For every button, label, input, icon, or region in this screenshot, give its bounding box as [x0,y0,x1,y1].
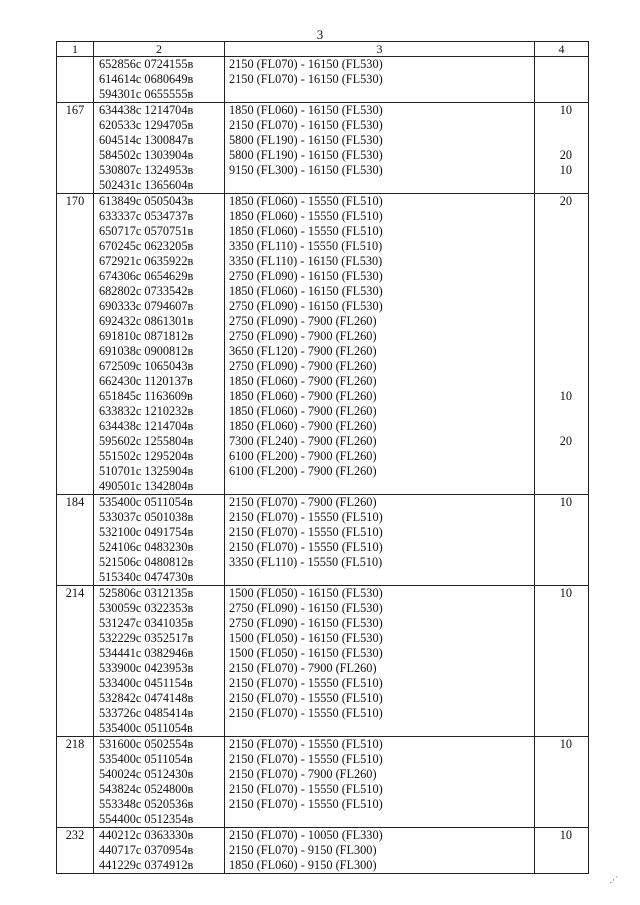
table-row [57,57,589,103]
value-line: 20 [559,434,572,448]
coordinate-line: 652856с 0724155в [99,57,194,71]
altitude-range-line: 2750 (FL090) - 7900 (FL260) [229,359,377,373]
altitude-range-line: 2150 (FL070) - 15550 (FL510) [229,525,383,539]
coordinate-line: 440212с 0363330в [99,828,194,842]
group-id-cell [57,103,94,194]
value-cell [535,737,589,828]
value-line [535,72,588,87]
altitude-range-line: 2150 (FL070) - 16150 (FL530) [229,57,383,71]
altitude-range-line: 2150 (FL070) - 16150 (FL530) [229,118,383,132]
altitude-range-line: 2150 (FL070) - 15550 (FL510) [229,676,383,690]
group-id: 232 [65,828,85,842]
value-line: 10 [559,495,572,509]
header-col-3: 3 [225,42,535,57]
value-line [535,57,588,72]
value-line: 20 [559,194,572,208]
value-line [535,224,588,239]
coordinate-line: 682802с 0733542в [99,284,194,298]
altitude-range-line [225,721,534,736]
group-id-cell [57,828,94,874]
coordinate-line: 584502с 1303904в [99,148,194,162]
value-line [535,239,588,254]
altitude-range-line: 3350 (FL110) - 15550 (FL510) [229,239,383,253]
coordinate-line: 535400с 0511054в [99,752,193,766]
value-line [535,706,588,721]
coordinate-line: 543824с 0524800в [99,782,194,796]
altitude-range-line: 2150 (FL070) - 15550 (FL510) [229,510,383,524]
altitude-range-cell [225,828,535,874]
altitude-range-line: 2750 (FL090) - 16150 (FL530) [229,601,383,615]
coordinate-line: 533400с 0451154в [99,676,193,690]
altitude-range-line: 1850 (FL060) - 7900 (FL260) [229,404,377,418]
coordinates-cell [94,57,225,103]
value-line [535,691,588,706]
coordinate-line: 595602с 1255804в [99,434,194,448]
value-cell [535,828,589,874]
airspace-table [56,41,589,874]
coordinate-line: 533037с 0501038в [99,510,194,524]
group-id-cell [57,586,94,737]
table-row [57,103,589,194]
page-number: 3 [316,27,324,42]
value-line [535,843,588,858]
coordinate-line: 662430с 1120137в [99,374,193,388]
value-line [535,464,588,479]
value-line [535,449,588,464]
value-line [535,676,588,691]
altitude-range-line: 2150 (FL070) - 10050 (FL330) [229,828,383,842]
value-line [535,767,588,782]
coordinate-line: 691810с 0871812в [99,329,194,343]
value-line [535,858,588,873]
altitude-range-line: 3350 (FL110) - 15550 (FL510) [229,555,383,569]
value-cell [535,495,589,586]
value-line [535,419,588,434]
value-line [535,797,588,812]
value-line [535,752,588,767]
value-line [535,87,588,102]
altitude-range-line: 1850 (FL060) - 16150 (FL530) [229,284,383,298]
value-line: 10 [559,828,572,842]
value-line [535,284,588,299]
altitude-range-line: 5800 (FL190) - 16150 (FL530) [229,148,383,162]
value-line [535,254,588,269]
altitude-range-line: 2150 (FL070) - 7900 (FL260) [229,495,377,509]
coordinate-line: 535400с 0511054в [99,495,193,509]
coordinate-line: 535400с 0511054в [99,721,193,735]
altitude-range-line: 1850 (FL060) - 7900 (FL260) [229,389,377,403]
scan-mark: .·´ [609,875,618,885]
coordinate-line: 533900с 0423953в [99,661,194,675]
coordinate-line: 530807с 1324953в [99,163,194,177]
value-line [535,404,588,419]
group-id [57,57,93,72]
group-id: 218 [65,737,85,751]
coordinate-line: 634438с 1214704в [99,419,194,433]
value-cell [535,103,589,194]
value-line [535,314,588,329]
altitude-range-line: 2150 (FL070) - 15550 (FL510) [229,691,383,705]
coordinate-line: 594301с 0655555в [99,87,194,101]
value-line [535,812,588,827]
altitude-range-line: 5800 (FL190) - 16150 (FL530) [229,133,383,147]
altitude-range-line: 1850 (FL060) - 9150 (FL300) [229,858,377,872]
coordinate-line: 533726с 0485414в [99,706,194,720]
coordinate-line: 613849с 0505043в [99,194,194,208]
coordinate-line: 651845с 1163609в [99,389,193,403]
altitude-range-line: 2150 (FL070) - 15550 (FL510) [229,540,383,554]
coordinates-cell [94,828,225,874]
altitude-range-cell [225,586,535,737]
altitude-range-line: 3650 (FL120) - 7900 (FL260) [229,344,377,358]
value-line [535,269,588,284]
value-line [535,133,588,148]
altitude-range-line: 2750 (FL090) - 16150 (FL530) [229,269,383,283]
altitude-range-line: 1850 (FL060) - 15550 (FL510) [229,224,383,238]
altitude-range-line [225,812,534,827]
value-line [535,510,588,525]
value-line [535,329,588,344]
group-id: 170 [65,194,85,208]
value-line [535,721,588,736]
altitude-range-line: 1850 (FL060) - 7900 (FL260) [229,419,377,433]
value-line [535,631,588,646]
coordinate-line: 530059с 0322353в [99,601,194,615]
coordinate-line: 532229с 0352517в [99,631,194,645]
altitude-range-line: 6100 (FL200) - 7900 (FL260) [229,464,377,478]
altitude-range-line: 1500 (FL050) - 16150 (FL530) [229,631,383,645]
altitude-range-line: 2150 (FL070) - 15550 (FL510) [229,706,383,720]
altitude-range-line: 2150 (FL070) - 15550 (FL510) [229,797,383,811]
coordinates-cell [94,586,225,737]
coordinate-line: 531600с 0502554в [99,737,194,751]
altitude-range-line: 7300 (FL240) - 7900 (FL260) [229,434,377,448]
value-line: 10 [559,103,572,117]
coordinate-line: 502431с 1365604в [99,178,194,192]
value-cell [535,57,589,103]
value-cell [535,586,589,737]
value-line [535,479,588,494]
coordinate-line: 540024с 0512430в [99,767,194,781]
altitude-range-line: 1500 (FL050) - 16150 (FL530) [229,586,383,600]
altitude-range-cell [225,194,535,495]
value-line [535,209,588,224]
coordinate-line: 620533с 1294705в [99,118,194,132]
altitude-range-line: 1500 (FL050) - 16150 (FL530) [229,646,383,660]
altitude-range-line: 2750 (FL090) - 7900 (FL260) [229,329,377,343]
altitude-range-line: 1850 (FL060) - 15550 (FL510) [229,194,383,208]
group-id-cell [57,737,94,828]
value-line [535,616,588,631]
coordinate-line: 531247с 0341035в [99,616,194,630]
coordinate-line: 532100с 0491754в [99,525,194,539]
group-id: 184 [65,495,85,509]
altitude-range-line: 2750 (FL090) - 16150 (FL530) [229,299,383,313]
altitude-range-line: 1850 (FL060) - 15550 (FL510) [229,209,383,223]
altitude-range-line: 3350 (FL110) - 16150 (FL530) [229,254,383,268]
altitude-range-line: 2150 (FL070) - 15550 (FL510) [229,752,383,766]
table-body [57,57,589,874]
altitude-range-line: 2150 (FL070) - 15550 (FL510) [229,737,383,751]
coordinates-cell [94,495,225,586]
value-line [535,118,588,133]
coordinate-line: 441229с 0374912в [99,858,194,872]
coordinate-line: 521506с 0480812в [99,555,194,569]
value-line [535,661,588,676]
value-line [535,646,588,661]
coordinate-line: 553348с 0520536в [99,797,194,811]
altitude-range-line: 2150 (FL070) - 9150 (FL300) [229,843,377,857]
coordinate-line: 633337с 0534737в [99,209,194,223]
value-line [535,374,588,389]
coordinate-line: 690333с 0794607в [99,299,194,313]
coordinate-line: 515340с 0474730в [99,570,194,584]
altitude-range-line: 6100 (FL200) - 7900 (FL260) [229,449,377,463]
coordinate-line: 525806с 0312135в [99,586,194,600]
value-line: 10 [559,389,572,403]
altitude-range-line: 2150 (FL070) - 7900 (FL260) [229,767,377,781]
value-line [535,299,588,314]
value-line [535,178,588,193]
coordinate-line: 551502с 1295204в [99,449,194,463]
altitude-range-line [225,570,534,585]
value-cell [535,194,589,495]
header-col-2: 2 [94,42,225,57]
table-row [57,828,589,874]
coordinate-line: 691038с 0900812в [99,344,194,358]
value-line [535,570,588,585]
coordinate-line: 532842с 0474148в [99,691,194,705]
coordinate-line: 672509с 1065043в [99,359,194,373]
group-id-cell [57,495,94,586]
altitude-range-line: 9150 (FL300) - 16150 (FL530) [229,163,383,177]
altitude-range-line: 2150 (FL070) - 15550 (FL510) [229,782,383,796]
coordinate-line: 672921с 0635922в [99,254,194,268]
coordinate-line: 604514с 1300847в [99,133,194,147]
coordinates-cell [94,194,225,495]
header-row [57,42,589,57]
coordinates-cell [94,737,225,828]
value-line [535,601,588,616]
coordinate-line: 670245с 0623205в [99,239,194,253]
group-id-cell [57,57,94,103]
coordinate-line: 554400с 0512354в [99,812,194,826]
coordinates-cell [94,103,225,194]
group-id: 214 [65,586,85,600]
altitude-range-line: 2150 (FL070) - 16150 (FL530) [229,72,383,86]
altitude-range-line [225,87,534,102]
altitude-range-line [225,479,534,494]
table-row [57,495,589,586]
altitude-range-cell [225,57,535,103]
value-line [535,782,588,797]
altitude-range-line: 2750 (FL090) - 7900 (FL260) [229,314,377,328]
coordinate-line: 692432с 0861301в [99,314,194,328]
coordinate-line: 634438с 1214704в [99,103,194,117]
altitude-range-cell [225,103,535,194]
table-row [57,586,589,737]
altitude-range-line [225,178,534,193]
value-line [535,540,588,555]
coordinate-line: 524106с 0483230в [99,540,194,554]
coordinate-line: 534441с 0382946в [99,646,194,660]
value-line: 10 [559,737,572,751]
coordinate-line: 510701с 1325904в [99,464,194,478]
altitude-range-line: 2750 (FL090) - 16150 (FL530) [229,616,383,630]
header-col-4: 4 [535,42,589,57]
table-row [57,194,589,495]
table-row [57,737,589,828]
coordinate-line: 650717с 0570751в [99,224,194,238]
altitude-range-cell [225,495,535,586]
value-line [535,555,588,570]
coordinate-line: 633832с 1210232в [99,404,194,418]
altitude-range-line: 1850 (FL060) - 16150 (FL530) [229,103,383,117]
altitude-range-cell [225,737,535,828]
group-id: 167 [65,103,85,117]
coordinate-line: 440717с 0370954в [99,843,194,857]
header-col-1: 1 [57,42,94,57]
coordinate-line: 674306с 0654629в [99,269,194,283]
value-line: 10 [559,163,572,177]
altitude-range-line: 1850 (FL060) - 7900 (FL260) [229,374,377,388]
altitude-range-line: 2150 (FL070) - 7900 (FL260) [229,661,377,675]
value-line [535,525,588,540]
group-id-cell [57,194,94,495]
coordinate-line: 614614с 0680649в [99,72,194,86]
coordinate-line: 490501с 1342804в [99,479,194,493]
value-line [535,344,588,359]
value-line: 10 [559,586,572,600]
value-line: 20 [559,148,572,162]
value-line [535,359,588,374]
